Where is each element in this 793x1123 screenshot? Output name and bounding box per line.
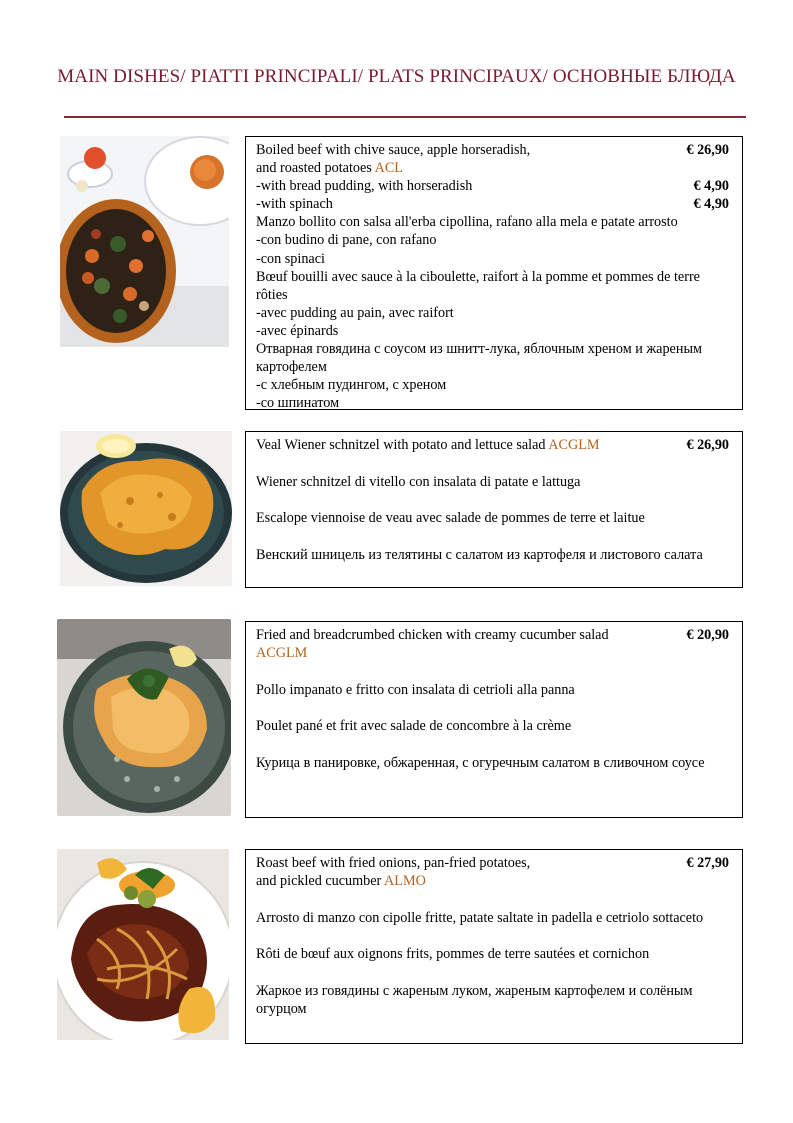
page-title: MAIN DISHES/ PIATTI PRINCIPALI/ PLATS PRINCIPAUX/ ОСНОВНЫЕ БЛЮДА	[57, 66, 736, 87]
option-price: € 4,90	[693, 178, 729, 195]
dish-name-it: Manzo bollito con salsa all'erba cipollina, rafano alla mela e patate arrosto	[256, 214, 678, 231]
dish-card-fried-chicken	[245, 621, 743, 818]
option-fr-2: -avec épinards	[256, 322, 339, 339]
dish-name-ru: Жаркое из говядины с жареным луком, жареным картофелем и солёным огурцом	[256, 982, 693, 1017]
dish-price: € 27,90	[686, 855, 729, 871]
allergen-codes: ACL	[374, 160, 403, 177]
dish-name-en: Fried and breadcrumbed chicken with creamy cucumber salad € 20,90	[256, 627, 729, 643]
fried-chicken-photo	[57, 619, 231, 816]
dish-name-fr: Escalope viennoise de veau avec salade de pommes de terre et laitue	[256, 510, 645, 527]
roast-beef-photo	[57, 849, 229, 1040]
dish-name-en: Veal Wiener schnitzel with potato and lettuce salad ACGLM € 26,90	[256, 437, 729, 453]
dish-name-it: Arrosto di manzo con cipolle fritte, patate saltate in padella e cetriolo sottaceto	[256, 909, 704, 926]
dish-price: € 20,90	[686, 627, 729, 643]
dish-card-boiled-beef	[245, 136, 743, 410]
schnitzel-photo	[60, 431, 232, 586]
allergen-codes: ACGLM	[548, 437, 600, 453]
option-it-2: -con spinaci	[256, 250, 325, 267]
dish-name-it: Wiener schnitzel di vitello con insalata di patate e lattuga	[256, 473, 581, 490]
option-fr-1: -avec pudding au pain, avec raifort	[256, 304, 454, 321]
dish-name-ru: Отварная говядина с соусом из шнитт-лука, яблочным хреном и жареным картофелем	[256, 341, 702, 376]
dish-price: € 26,90	[686, 437, 729, 453]
allergen-line	[256, 644, 729, 662]
option-spinach: -with spinach € 4,90	[256, 196, 729, 213]
boiled-beef-photo	[60, 136, 229, 347]
dish-price: € 26,90	[686, 142, 729, 158]
dish-name-it: Pollo impanato e fritto con insalata di cetrioli alla panna	[256, 681, 575, 698]
allergen-codes: ACGLM	[256, 645, 308, 662]
option-ru-1: -с хлебным пудингом, с хреном	[256, 377, 447, 394]
option-price: € 4,90	[693, 196, 729, 213]
dish-card-roast-beef	[245, 849, 743, 1044]
option-ru-2: -со шпинатом	[256, 395, 340, 412]
dish-name-fr: Poulet pané et frit avec salade de concombre à la crème	[256, 718, 572, 735]
dish-name-fr: Bœuf bouilli avec sauce à la ciboulette, raifort à la pomme et pommes de terre rôties	[256, 268, 700, 303]
dish-name-en: Boiled beef with chive sauce, apple horseradish, € 26,90	[256, 142, 729, 158]
option-it-1: -con budino di pane, con rafano	[256, 232, 437, 249]
dish-card-schnitzel	[245, 431, 743, 588]
dish-name-en-cont: and pickled cucumber ALMO	[256, 873, 426, 890]
dish-name-ru: Курица в панировке, обжаренная, с огуречным салатом в сливочном соусе	[256, 754, 705, 771]
option-bread-pudding: -with bread pudding, with horseradish € 4,90	[256, 178, 729, 195]
dish-name-en: Roast beef with fried onions, pan-fried potatoes, € 27,90	[256, 855, 729, 871]
dish-name-ru: Венский шницель из телятины с салатом из картофеля и листового салата	[256, 546, 703, 563]
allergen-codes: ALMO	[384, 873, 426, 890]
title-divider	[64, 116, 746, 118]
dish-name-fr: Rôti de bœuf aux oignons frits, pommes de terre sautées et cornichon	[256, 946, 650, 963]
dish-name-en-cont: and roasted potatoes ACL	[256, 160, 403, 177]
